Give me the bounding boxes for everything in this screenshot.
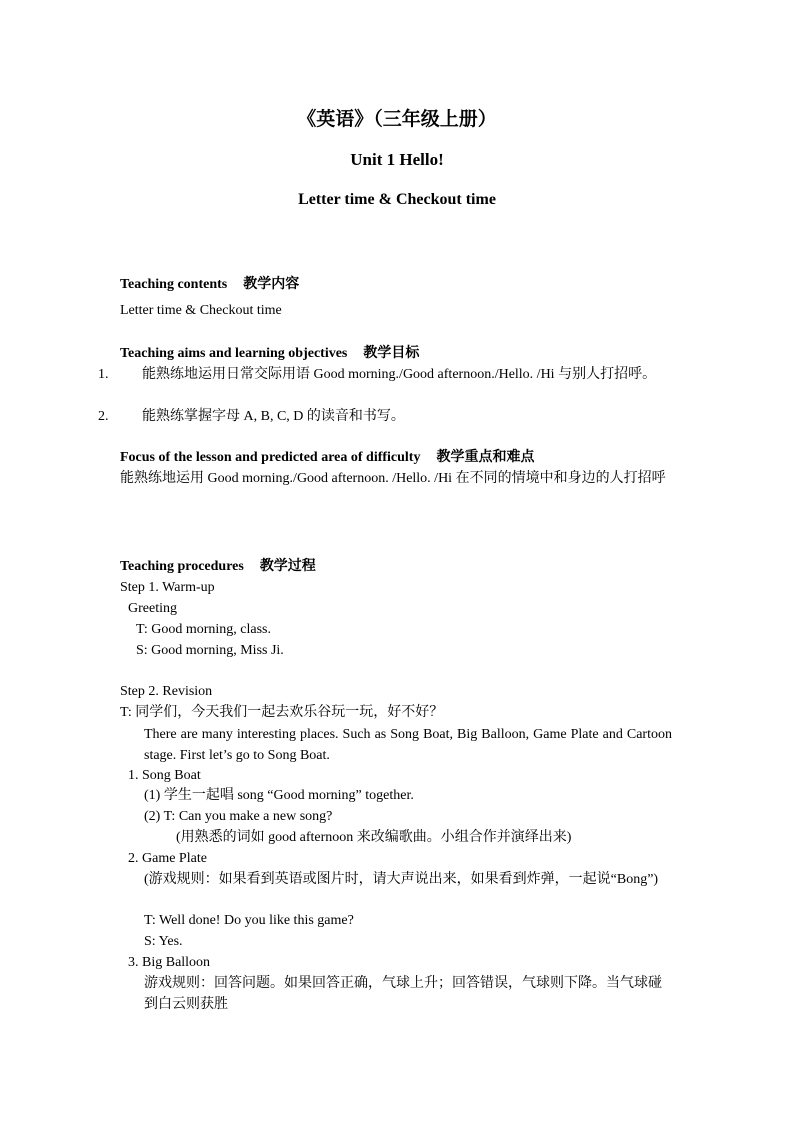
focus-heading-en: Focus of the lesson and predicted area of difficulty bbox=[120, 450, 421, 465]
game-plate-rules: (游戏规则：如果看到英语或图片时，请大声说出来，如果看到炸弹，一起说“Bong”) bbox=[144, 872, 659, 887]
greeting-label: Greeting bbox=[128, 601, 177, 616]
procedures-heading-en: Teaching procedures bbox=[120, 559, 244, 574]
big-balloon-rules: 游戏规则：回答问题。如果回答正确，气球上升；回答错误，气球则下降。当气球碰到白云则获胜 bbox=[144, 976, 662, 1012]
song-boat-step-2: (2) T: Can you make a new song? bbox=[144, 809, 333, 824]
teacher-line: T: Good morning, class. bbox=[136, 622, 272, 637]
student-line: S: Good morning, Miss Ji. bbox=[136, 643, 284, 658]
teacher-question: T: 同学们，今天我们一起去欢乐谷玩一玩，好不好？ bbox=[120, 705, 444, 720]
document-title: 《英语》（三年级上册） bbox=[297, 109, 497, 130]
focus-heading bbox=[120, 448, 534, 468]
aims-heading bbox=[120, 344, 419, 364]
aims-item-text: 能熟练地运用日常交际用语 Good morning./Good afternoon./Hello. /Hi 与别人打招呼。 bbox=[142, 367, 657, 382]
procedures-heading-cn: 教学过程 bbox=[259, 559, 316, 574]
aims-item-text: 能熟练掌握字母 A, B, C, D 的读音和书写。 bbox=[142, 409, 405, 424]
game-plate-heading: 2. Game Plate bbox=[128, 851, 207, 866]
focus-text: 能熟练地运用 Good morning./Good afternoon. /Hello. /Hi 在不同的情境中和身边的人打招呼 bbox=[120, 471, 666, 486]
procedures-heading bbox=[120, 557, 316, 577]
focus-heading-cn: 教学重点和难点 bbox=[436, 450, 535, 465]
song-boat-heading: 1. Song Boat bbox=[128, 768, 201, 783]
contents-text: Letter time & Checkout time bbox=[120, 303, 282, 318]
places-paragraph: There are many interesting places. Such as Song Boat, Big Balloon, Game Plate and Cartoon stage. First let’s go to Song Boat. bbox=[144, 727, 672, 763]
step-1-heading: Step 1. Warm-up bbox=[120, 580, 215, 595]
aims-heading-en: Teaching aims and learning objectives bbox=[120, 346, 348, 361]
contents-heading-en: Teaching contents bbox=[120, 277, 228, 292]
aims-item-number: 2. bbox=[98, 409, 109, 424]
song-boat-note: (用熟悉的词如 good afternoon 来改编歌曲。小组合作并演绎出来) bbox=[176, 830, 572, 845]
aims-item-2 bbox=[98, 406, 698, 427]
aims-item-number: 1. bbox=[98, 367, 109, 382]
song-boat-step-1: (1) 学生一起唱 song “Good morning” together. bbox=[144, 788, 414, 803]
game-plate-teacher: T: Well done! Do you like this game? bbox=[144, 913, 354, 928]
lesson-subtitle: Letter time & Checkout time bbox=[298, 191, 496, 208]
contents-heading bbox=[120, 275, 299, 295]
unit-title: Unit 1 Hello! bbox=[350, 150, 444, 169]
game-plate-student: S: Yes. bbox=[144, 934, 183, 949]
step-2-heading: Step 2. Revision bbox=[120, 684, 213, 699]
big-balloon-heading: 3. Big Balloon bbox=[128, 955, 211, 970]
contents-heading-cn: 教学内容 bbox=[243, 277, 300, 292]
aims-item-1 bbox=[98, 364, 698, 385]
aims-heading-cn: 教学目标 bbox=[363, 346, 420, 361]
